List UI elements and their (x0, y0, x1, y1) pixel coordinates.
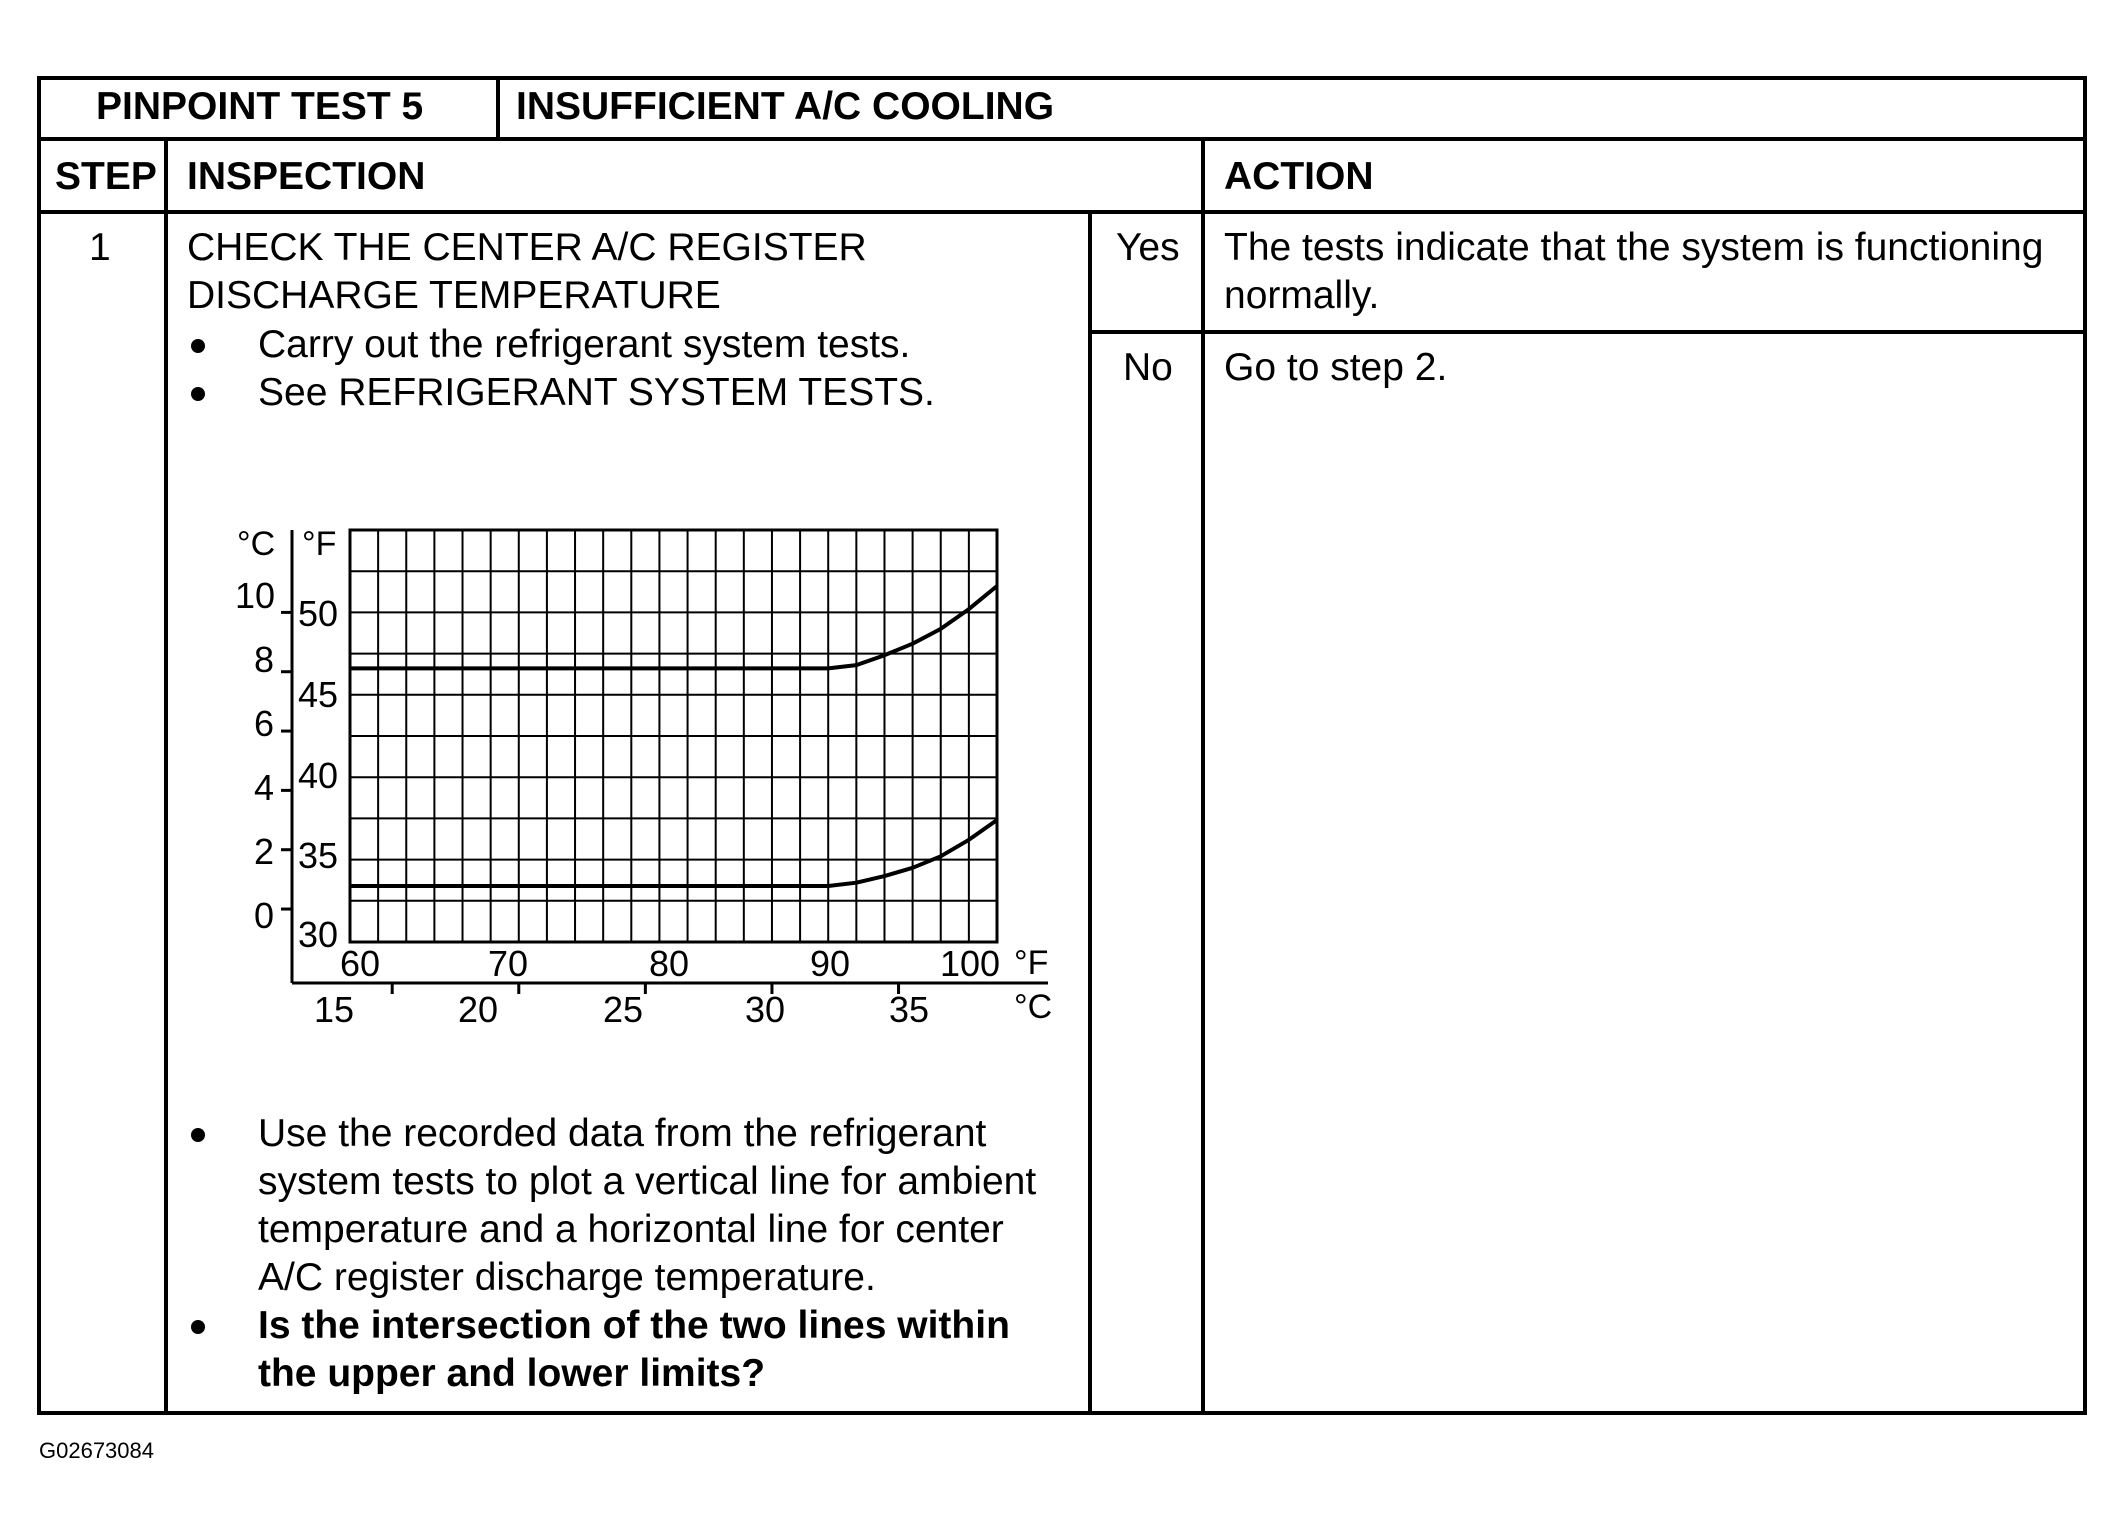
y-tick-label-c: 4 (254, 767, 275, 808)
column-header-inspection: INSPECTION (187, 155, 426, 198)
upper-limit-curve (350, 586, 997, 668)
y-tick-label-f: 30 (298, 914, 339, 955)
lower-limit-curve (350, 820, 997, 886)
bullet-text-3-line-3: temperature and a horizontal line for center (258, 1208, 1004, 1251)
question-line-2: the upper and lower limits? (258, 1352, 766, 1395)
bullet-icon (191, 1128, 205, 1142)
pinpoint-test-title: INSUFFICIENT A/C COOLING (516, 85, 1055, 128)
y-tick-label-c: 8 (254, 639, 275, 680)
bullet-icon (191, 339, 205, 353)
question-line-1: Is the intersection of the two lines within (258, 1304, 1010, 1347)
x-tick-label-f: 60 (340, 943, 381, 984)
y-axis-fahrenheit-unit: °F (302, 525, 337, 563)
column-header-action: ACTION (1224, 155, 1374, 198)
action-yes-line-2: normally. (1224, 274, 1380, 317)
inspection-title-line-2: DISCHARGE TEMPERATURE (187, 274, 721, 317)
answer-no: No (1123, 346, 1173, 389)
y-tick-label-c: 6 (254, 703, 275, 744)
figure-id: G02673084 (39, 1438, 154, 1463)
bullet-text-2: See REFRIGERANT SYSTEM TESTS. (258, 371, 935, 414)
x-tick-label-c: 30 (745, 989, 786, 1030)
y-tick-label-f: 50 (298, 593, 339, 634)
action-yes-line-1: The tests indicate that the system is functioning (1224, 226, 2044, 269)
y-tick-label-c: 0 (254, 895, 275, 936)
x-axis-fahrenheit-unit: °F (1014, 944, 1049, 982)
y-tick-label-c: 2 (254, 831, 275, 872)
discharge-temperature-chart (281, 530, 1048, 994)
bullet-text-1: Carry out the refrigerant system tests. (258, 323, 911, 366)
y-axis-celsius-unit: °C (237, 525, 276, 563)
x-tick-label-f: 80 (649, 943, 690, 984)
y-tick-label-c: 10 (235, 575, 276, 616)
inspection-title-line-1: CHECK THE CENTER A/C REGISTER (187, 226, 867, 269)
x-tick-label-c: 15 (314, 989, 355, 1030)
x-axis-celsius-unit: °C (1014, 988, 1053, 1026)
y-tick-label-f: 40 (298, 755, 339, 796)
action-no-line-1: Go to step 2. (1224, 346, 1448, 389)
bullet-text-3-line-4: A/C register discharge temperature. (258, 1256, 876, 1299)
y-tick-label-f: 35 (298, 835, 339, 876)
x-tick-label-f: 100 (940, 943, 1001, 984)
bullet-text-3-line-1: Use the recorded data from the refrigerant (258, 1112, 987, 1155)
pinpoint-test-id: PINPOINT TEST 5 (96, 85, 424, 128)
x-tick-label-c: 25 (603, 989, 644, 1030)
x-tick-label-c: 20 (458, 989, 499, 1030)
bullet-text-3-line-2: system tests to plot a vertical line for ambient (258, 1160, 1037, 1203)
answer-yes: Yes (1116, 226, 1180, 269)
column-header-step: STEP (55, 155, 157, 198)
bullet-icon (191, 387, 205, 401)
step-number: 1 (89, 226, 111, 269)
x-tick-label-f: 90 (810, 943, 851, 984)
bullet-icon (191, 1320, 205, 1334)
x-tick-label-c: 35 (889, 989, 930, 1030)
y-tick-label-f: 45 (298, 674, 339, 715)
x-tick-label-f: 70 (488, 943, 529, 984)
